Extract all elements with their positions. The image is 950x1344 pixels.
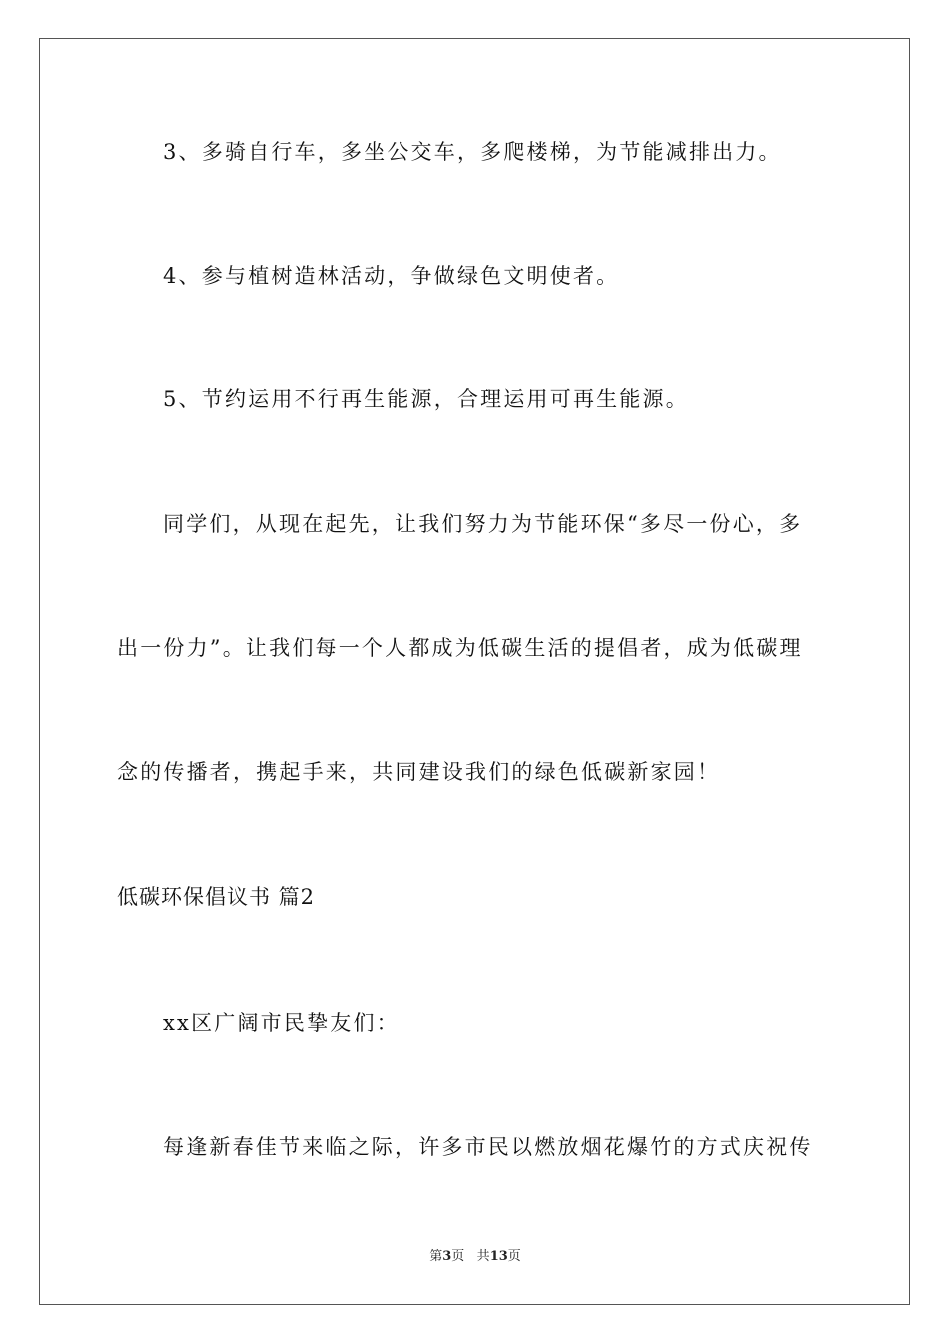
total-unit: 页 xyxy=(507,1249,521,1264)
salutation: xx区广阔市民挚友们： xyxy=(163,1011,400,1035)
total-prefix: 共 xyxy=(476,1249,490,1264)
paragraph-line: 每逢新春佳节来临之际，许多市民以燃放烟花爆竹的方式庆祝传 xyxy=(163,1135,813,1159)
page-total: 13 xyxy=(489,1249,508,1264)
page-current: 3 xyxy=(442,1249,452,1264)
page-footer xyxy=(0,1248,950,1266)
page-unit: 页 xyxy=(451,1249,465,1264)
page-prefix: 第 xyxy=(429,1249,443,1264)
paragraph-line: 同学们，从现在起先，让我们努力为节能环保“多尽一份心，多 xyxy=(163,512,803,536)
paragraph-line: 念的传播者，携起手来，共同建设我们的绿色低碳新家园！ xyxy=(117,760,721,784)
list-item-5: 5、节约运用不行再生能源，合理运用可再生能源。 xyxy=(163,387,689,411)
list-item-4: 4、参与植树造林活动，争做绿色文明使者。 xyxy=(163,264,620,288)
paragraph-line: 出一份力”。让我们每一个人都成为低碳生活的提倡者，成为低碳理 xyxy=(117,636,803,660)
page-border xyxy=(39,38,910,1305)
list-item-3: 3、多骑自行车，多坐公交车，多爬楼梯，为节能减排出力。 xyxy=(163,140,782,164)
section-heading: 低碳环保倡议书 篇2 xyxy=(117,885,316,909)
